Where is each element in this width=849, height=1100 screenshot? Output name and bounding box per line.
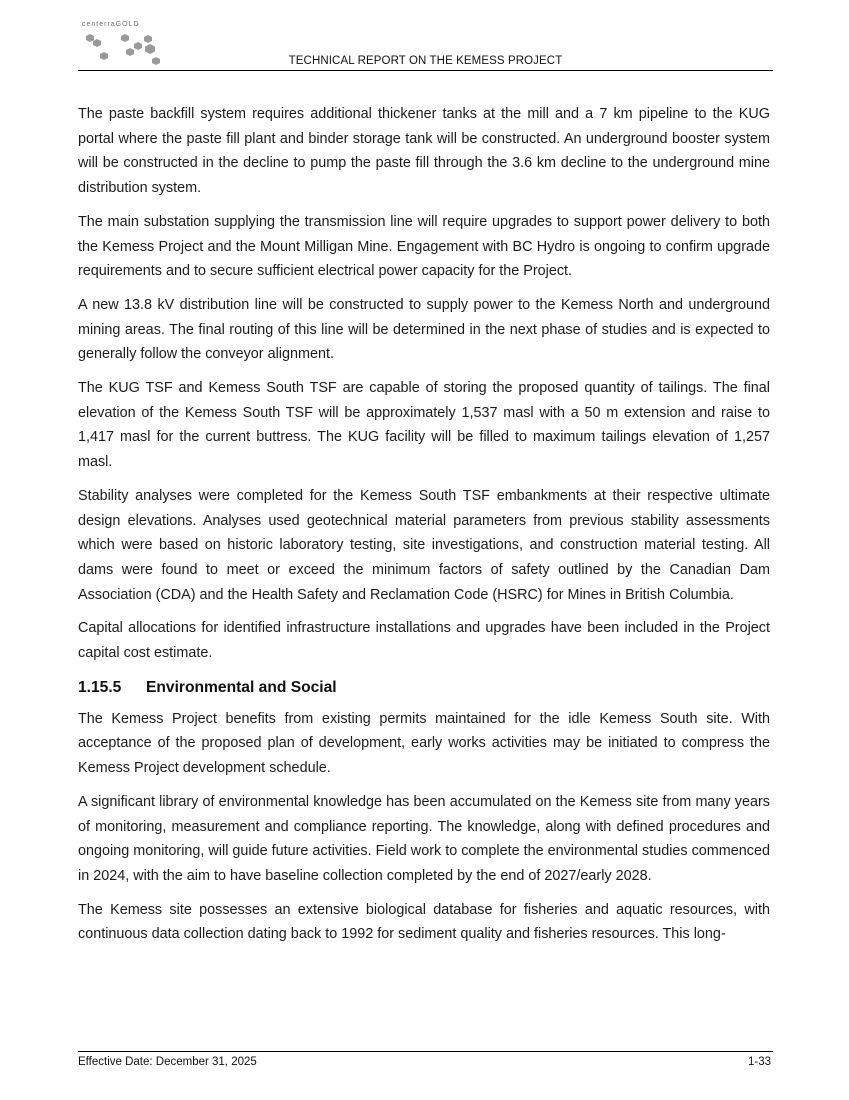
effective-date: Effective Date: December 31, 2025: [78, 1056, 257, 1068]
logo-wordmark: centerraGOLD: [82, 21, 140, 28]
page-number: 1-33: [747, 1056, 771, 1068]
paragraph: The Kemess site possesses an extensive biological database for fisheries and aquatic resources, with continuous data collection dating back to 1992 for sediment quality and fisheries resources. This long-: [78, 901, 770, 943]
paragraph: A significant library of environmental knowledge has been accumulated on the Kemess site from many years of monitoring, measurement and compliance reporting. The knowledge, along with defined procedures and ongoing monitoring, will guide future activities. Field work to complete the environmental studies commenced in 2024, with the aim to have baseline collection completed by the end of 2027/early 2028.: [78, 793, 770, 884]
paragraph: The paste backfill system requires additional thickener tanks at the mill and a 7 km pipeline to the KUG portal where the paste fill plant and binder storage tank will be constructed. An underground booster system will be constructed in the decline to pump the paste fill through the 3.6 km decline to the underground mine distribution system.: [78, 106, 770, 197]
page-header: [78, 20, 773, 71]
report-title: TECHNICAL REPORT ON THE KEMESS PROJECT: [288, 55, 563, 67]
paragraph: Capital allocations for identified infrastructure installations and upgrades have been included in the Project capital cost estimate.: [78, 620, 770, 662]
paragraph: The Kemess Project benefits from existing permits maintained for the idle Kemess South site. With acceptance of the proposed plan of development, early works activities may be initiated to compress the Kemess Project development schedule.: [78, 710, 770, 777]
page-footer: [78, 1051, 773, 1068]
paragraph: A new 13.8 kV distribution line will be constructed to supply power to the Kemess North and underground mining areas. The final routing of this line will be determined in the next phase of studies and is expected to generally follow the conveyor alignment.: [78, 296, 770, 363]
paragraph: Stability analyses were completed for the Kemess South TSF embankments at their respective ultimate design elevations. Analyses used geotechnical material parameters from previous stability assessments which were based on historic laboratory testing, site investigations, and construction material testing. All dams were found to meet or exceed the minimum factors of safety outlined by the Canadian Dam Association (CDA) and the Health Safety and Reclamation Code (HSRC) for Mines in British Columbia.: [78, 487, 770, 603]
section-number: 1.15.5: [78, 678, 122, 696]
paragraph: The KUG TSF and Kemess South TSF are capable of storing the proposed quantity of tailings. The final elevation of the Kemess South TSF will be approximately 1,537 masl with a 50 m extension and raise to 1,417 masl for the current buttress. The KUG facility will be filled to maximum tailings elevation of 1,257 masl.: [78, 380, 770, 471]
section-heading: [78, 675, 770, 701]
section-title: Environmental and Social: [146, 678, 337, 696]
paragraph: The main substation supplying the transmission line will require upgrades to support power delivery to both the Kemess Project and the Mount Milligan Mine. Engagement with BC Hydro is ongoing to confirm upgrade requirements and to secure sufficient electrical power capacity for the Project.: [78, 213, 770, 280]
document-body: [78, 102, 770, 956]
